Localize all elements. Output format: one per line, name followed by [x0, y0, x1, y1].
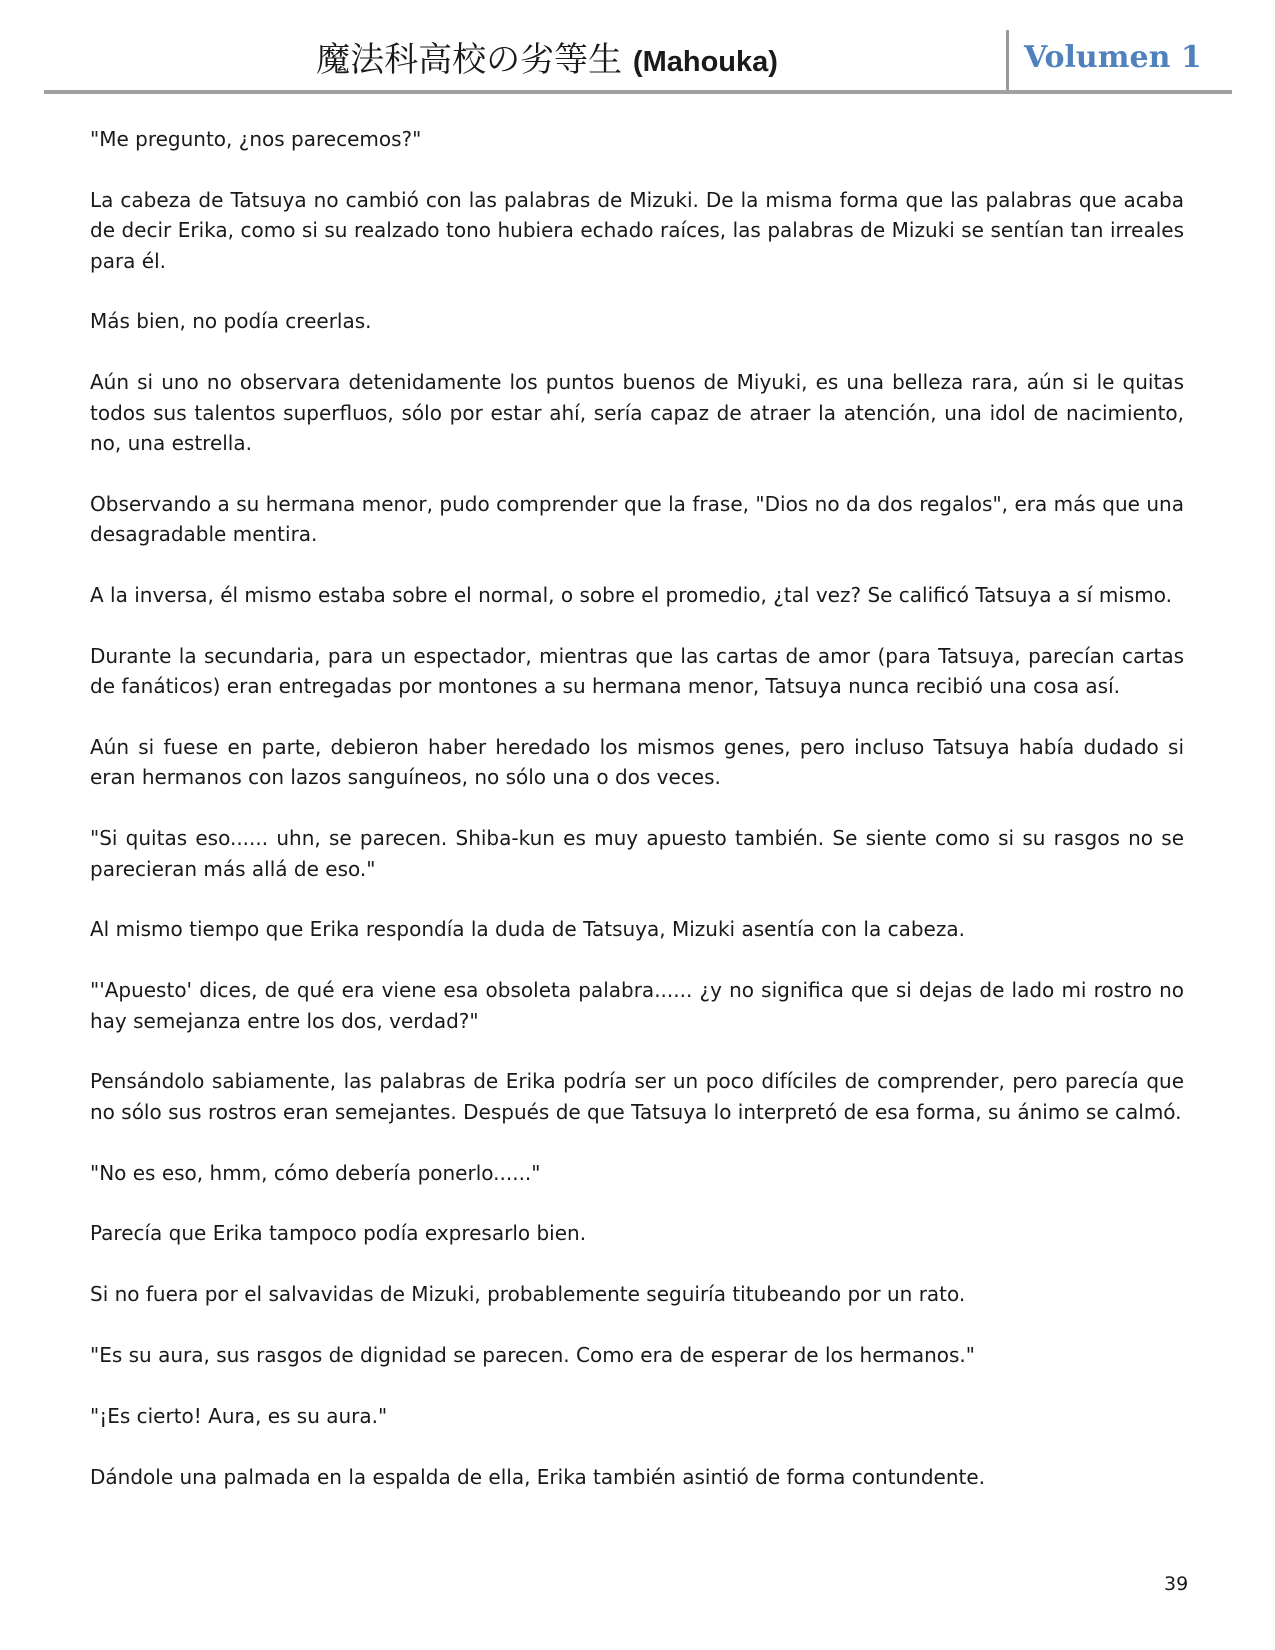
book-title — [44, 38, 1050, 84]
page-header — [44, 28, 1232, 94]
paragraph: Pensándolo sabiamente, las palabras de Erika podría ser un poco difíciles de comprender, pero parecía que no sólo sus rostros eran semejantes. Después de que Tatsuya lo interpretó de esa forma, su ánimo se calmó. — [90, 1069, 1184, 1124]
paragraph: Observando a su hermana menor, pudo comprender que la frase, "Dios no da dos regalos", era más que una desagradable mentira. — [90, 491, 1184, 547]
paragraph: "Si quitas eso...... uhn, se parecen. Shiba-kun es muy apuesto también. Se siente como si su rasgos no se parecieran más allá de eso." — [90, 826, 1184, 881]
book-title-romaji: (Mahouka) — [632, 46, 778, 78]
paragraph: "Me pregunto, ¿nos parecemos?" — [90, 127, 422, 151]
paragraph: A la inversa, él mismo estaba sobre el normal, o sobre el promedio, ¿tal vez? Se calificó Tatsuya a sí mismo. — [90, 583, 1173, 608]
paragraph: Aún si uno no observara detenidamente los puntos buenos de Miyuki, es una belleza rara, aún si le quitas todos sus talentos superfluos, sólo por estar ahí, sería capaz de atraer la atención, una idol de nacimiento, no, una estrella. — [90, 370, 1184, 456]
page-body — [90, 124, 1184, 1522]
paragraph: La cabeza de Tatsuya no cambió con las palabras de Mizuki. De la misma forma que las palabras que acaba de decir Erika, como si su realzado tono hubiera echado raíces, las palabras de Mizuki se sentían tan irreales para él. — [90, 187, 1184, 273]
book-title-japanese: 魔法科高校の劣等生 — [316, 40, 623, 80]
paragraph: Dándole una palmada en la espalda de ella, Erika también asintió de forma contundente. — [90, 1464, 986, 1489]
paragraph: "'Apuesto' dices, de qué era viene esa obsoleta palabra...... ¿y no significa que si dejas de lado mi rostro no hay semejanza entre los dos, verdad?" — [90, 978, 1184, 1033]
header-divider — [1006, 30, 1009, 92]
paragraph: Parecía que Erika tampoco podía expresarlo bien. — [90, 1221, 587, 1246]
volume-label: Volumen 1 — [1024, 40, 1202, 75]
paragraph: Si no fuera por el salvavidas de Mizuki, probablemente seguiría titubeando por un rato. — [90, 1282, 966, 1307]
paragraph: Durante la secundaria, para un espectador, mientras que las cartas de amor (para Tatsuya, parecían cartas de fanáticos) eran entregadas por montones a su hermana menor, Tatsuya nunca recibió una cosa así. — [90, 643, 1184, 699]
paragraph: Aún si fuese en parte, debieron haber heredado los mismos genes, pero incluso Tatsuya había dudado si eran hermanos con lazos sanguíneos, no sólo una o dos veces. — [90, 735, 1184, 790]
paragraph: Al mismo tiempo que Erika respondía la duda de Tatsuya, Mizuki asentía con la cabeza. — [90, 917, 965, 942]
header-rule — [44, 90, 1232, 94]
paragraph: Más bien, no podía creerlas. — [90, 309, 372, 334]
page-number: 39 — [1164, 1573, 1189, 1595]
paragraph: "No es eso, hmm, cómo debería ponerlo......" — [90, 1160, 541, 1185]
paragraph: "Es su aura, sus rasgos de dignidad se parecen. Como era de esperar de los hermanos." — [90, 1343, 975, 1368]
paragraph: "¡Es cierto! Aura, es su aura." — [90, 1403, 388, 1428]
